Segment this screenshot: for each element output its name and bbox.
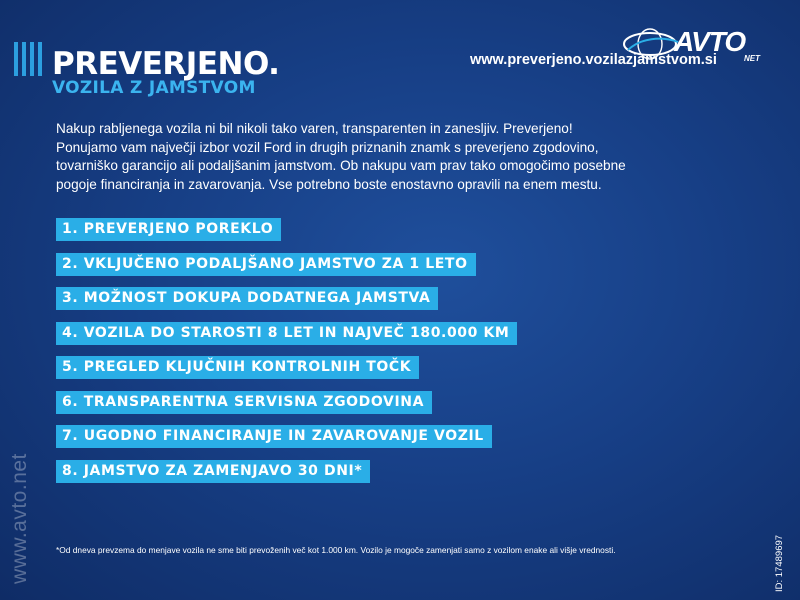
website-url[interactable]: www.preverjeno.vozilazjamstvom.si <box>470 52 717 68</box>
intro-line: Ponujamo vam največji izbor vozil Ford in drugih priznanih znamk s preverjeno zgodovino, <box>56 139 599 155</box>
feature-item: 8. JAMSTVO ZA ZAMENJAVO 30 DNI* <box>56 460 370 483</box>
brand-block <box>52 48 279 98</box>
feature-item: 6. TRANSPARENTNA SERVISNA ZGODOVINA <box>56 391 432 414</box>
intro-line: Nakup rabljenega vozila ni bil nikoli tako varen, transparenten in zanesljiv. Preverjeno! <box>56 121 573 136</box>
intro-text <box>56 120 746 194</box>
footnote: *Od dneva prevzema do menjave vozila ne sme biti prevoženih več kot 1.000 km. Vozilo je mogoče zamenjati samo z vozilom enake ali višje vrednosti. <box>56 545 616 555</box>
logo-text: AVTO <box>674 26 746 57</box>
feature-item: 7. UGODNO FINANCIRANJE IN ZAVAROVANJE VOZIL <box>56 425 492 448</box>
page-subtitle: VOZILA Z JAMSTVOM <box>52 78 256 98</box>
logo-suffix: NET <box>744 54 760 63</box>
feature-item: 4. VOZILA DO STAROSTI 8 LET IN NAJVEČ 180.000 KM <box>56 322 517 345</box>
feature-item: 3. MOŽNOST DOKUPA DODATNEGA JAMSTVA <box>56 287 438 310</box>
intro-line: pogoje financiranja in zavarovanja. Vse potrebno boste enostavno opravili na enem mestu. <box>56 176 602 192</box>
brand-stripes <box>14 42 54 82</box>
feature-item: 1. PREVERJENO POREKLO <box>56 218 281 241</box>
page-title: PREVERJENO. <box>52 46 280 82</box>
feature-item: 5. PREGLED KLJUČNIH KONTROLNIH TOČK <box>56 356 419 379</box>
watermark: www.avto.net <box>8 453 31 584</box>
intro-line: tovarniško garancijo ali podaljšanim jamstvom. Ob nakupu vam prav tako omogočimo posebne <box>56 158 626 173</box>
image-id-label: ID: 17489697 <box>774 534 785 592</box>
feature-item: 2. VKLJUČENO PODALJŠANO JAMSTVO ZA 1 LETO <box>56 253 476 276</box>
